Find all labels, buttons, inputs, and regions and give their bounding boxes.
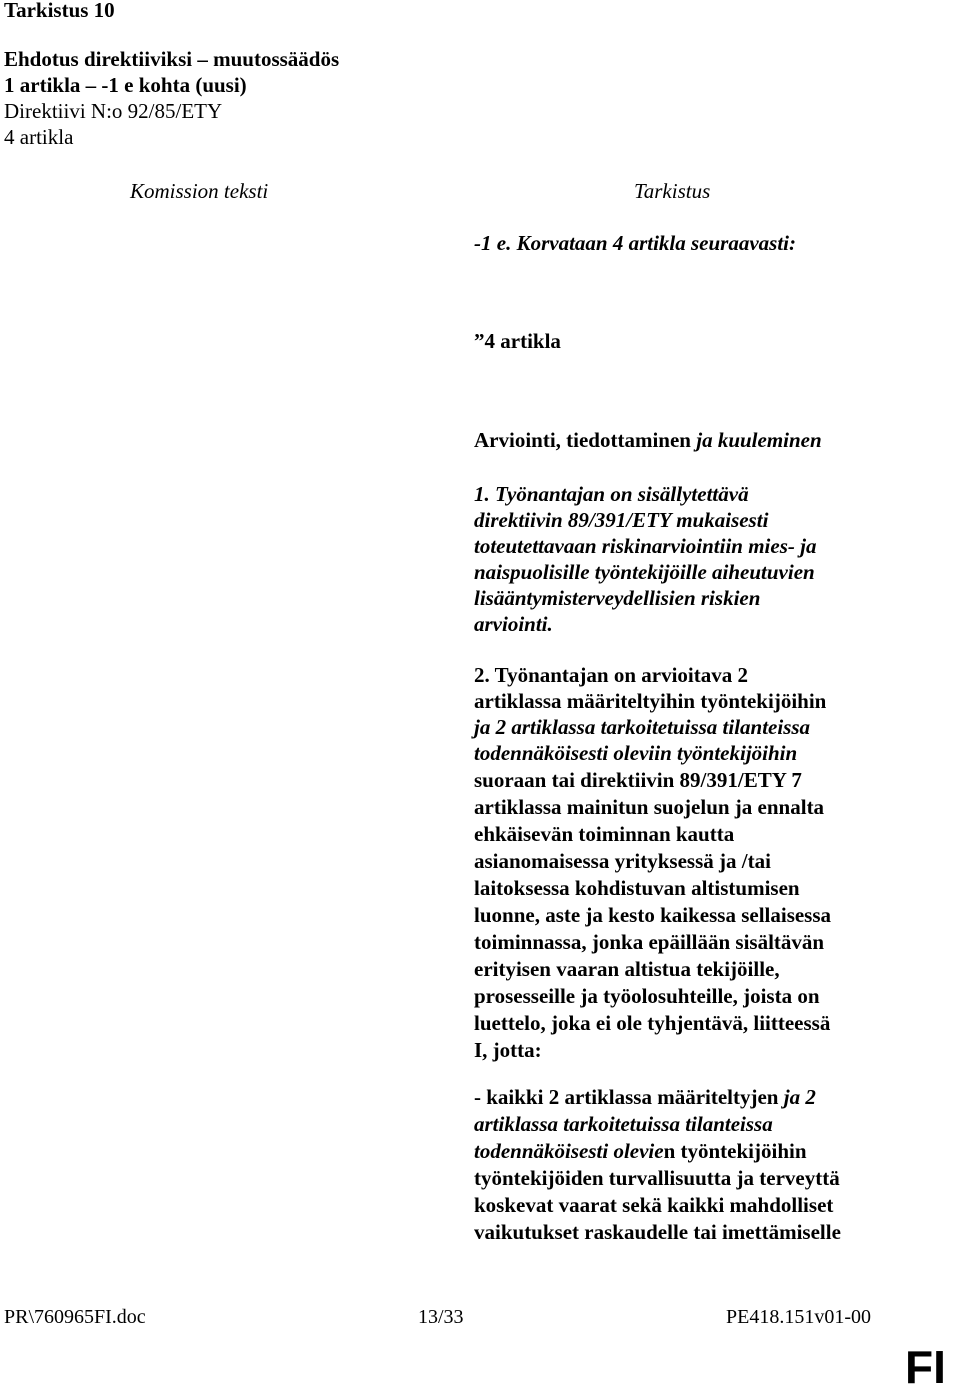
paragraph-line: direktiivin 89/391/ETY mukaisesti bbox=[474, 508, 769, 532]
paragraph-line: I, jotta: bbox=[474, 1038, 542, 1062]
paragraph-line: naispuolisille työntekijöille aiheutuvien bbox=[474, 560, 815, 584]
proposal-title: Ehdotus direktiiviksi – muutossäädös bbox=[4, 47, 340, 71]
directive-reference: Direktiivi N:o 92/85/ETY bbox=[4, 99, 223, 123]
paragraph-line: toiminnassa, jonka epäillään sisältävän bbox=[474, 930, 825, 954]
paragraph-line: asianomaisessa yrityksessä ja /tai bbox=[474, 849, 771, 873]
footer-language-code: FI bbox=[905, 1341, 946, 1393]
paragraph-line: prosesseille ja työolosuhteille, joista on bbox=[474, 984, 820, 1008]
paragraph-line: ehkäisevän toiminnan kautta bbox=[474, 822, 735, 846]
left-column-heading: Komission teksti bbox=[130, 179, 269, 203]
article-title-italic: ja kuuleminen bbox=[696, 428, 822, 452]
paragraph-line: toteutettavaan riskinarviointiin mies- ja bbox=[474, 534, 817, 558]
text-span-italic: ja 2 bbox=[783, 1085, 816, 1109]
paragraph-line: todennäköisesti oleviin työntekijöihin bbox=[474, 741, 798, 765]
paragraph-line: artiklassa mainitun suojelun ja ennalta bbox=[474, 795, 825, 819]
paragraph-line: 1. Työnantajan on sisällytettävä bbox=[474, 482, 749, 506]
text-span: - kaikki 2 artiklassa määriteltyjen bbox=[474, 1085, 784, 1109]
amendment-intro: -1 e. Korvataan 4 artikla seuraavasti: bbox=[474, 231, 797, 255]
article-title-plain: Arviointi, tiedottaminen bbox=[474, 428, 697, 452]
article-reference: 1 artikla – -1 e kohta (uusi) bbox=[4, 73, 247, 97]
footer-doc-reference: PR\760965FI.doc bbox=[4, 1306, 146, 1328]
article-label: 4 artikla bbox=[4, 125, 74, 149]
paragraph-line: artiklassa määriteltyihin työntekijöihin bbox=[474, 689, 827, 713]
article-title bbox=[474, 428, 822, 453]
paragraph-line: erityisen vaaran altistua tekijöille, bbox=[474, 957, 780, 981]
footer-pe-reference: PE418.151v01-00 bbox=[726, 1306, 871, 1328]
right-column-heading: Tarkistus bbox=[634, 179, 711, 203]
paragraph-line: työntekijöiden turvallisuutta ja terveyttä bbox=[474, 1166, 840, 1190]
paragraph-line: luonne, aste ja kesto kaikessa sellaisessa bbox=[474, 903, 832, 927]
paragraph-line: suoraan tai direktiivin 89/391/ETY 7 bbox=[474, 768, 802, 792]
quoted-article-heading: ”4 artikla bbox=[474, 329, 561, 353]
paragraph-line: lisääntymisterveydellisien riskien bbox=[474, 586, 761, 610]
amendment-number: Tarkistus 10 bbox=[4, 0, 115, 22]
text-span-italic: todennäköisesti bbox=[474, 1139, 614, 1163]
paragraph-line: laitoksessa kohdistuvan altistumisen bbox=[474, 876, 800, 900]
paragraph-line: artiklassa tarkoitetuissa tilanteissa bbox=[474, 1112, 773, 1136]
paragraph-line: ja 2 artiklassa tarkoitetuissa tilanteissa bbox=[474, 715, 811, 739]
text-span-italic: olevie bbox=[613, 1139, 664, 1163]
text-span: n työntekijöihin bbox=[663, 1139, 807, 1163]
paragraph-line bbox=[474, 1084, 816, 1110]
footer-page-number: 13/33 bbox=[418, 1306, 464, 1328]
paragraph-line: luettelo, joka ei ole tyhjentävä, liitteessä bbox=[474, 1011, 831, 1035]
paragraph-line: koskevat vaarat sekä kaikki mahdolliset bbox=[474, 1193, 834, 1217]
paragraph-line: 2. Työnantajan on arvioitava 2 bbox=[474, 663, 749, 687]
paragraph-line bbox=[474, 1138, 807, 1164]
paragraph-line: vaikutukset raskaudelle tai imettämiselle bbox=[474, 1220, 841, 1244]
paragraph-line: arviointi. bbox=[474, 612, 553, 636]
